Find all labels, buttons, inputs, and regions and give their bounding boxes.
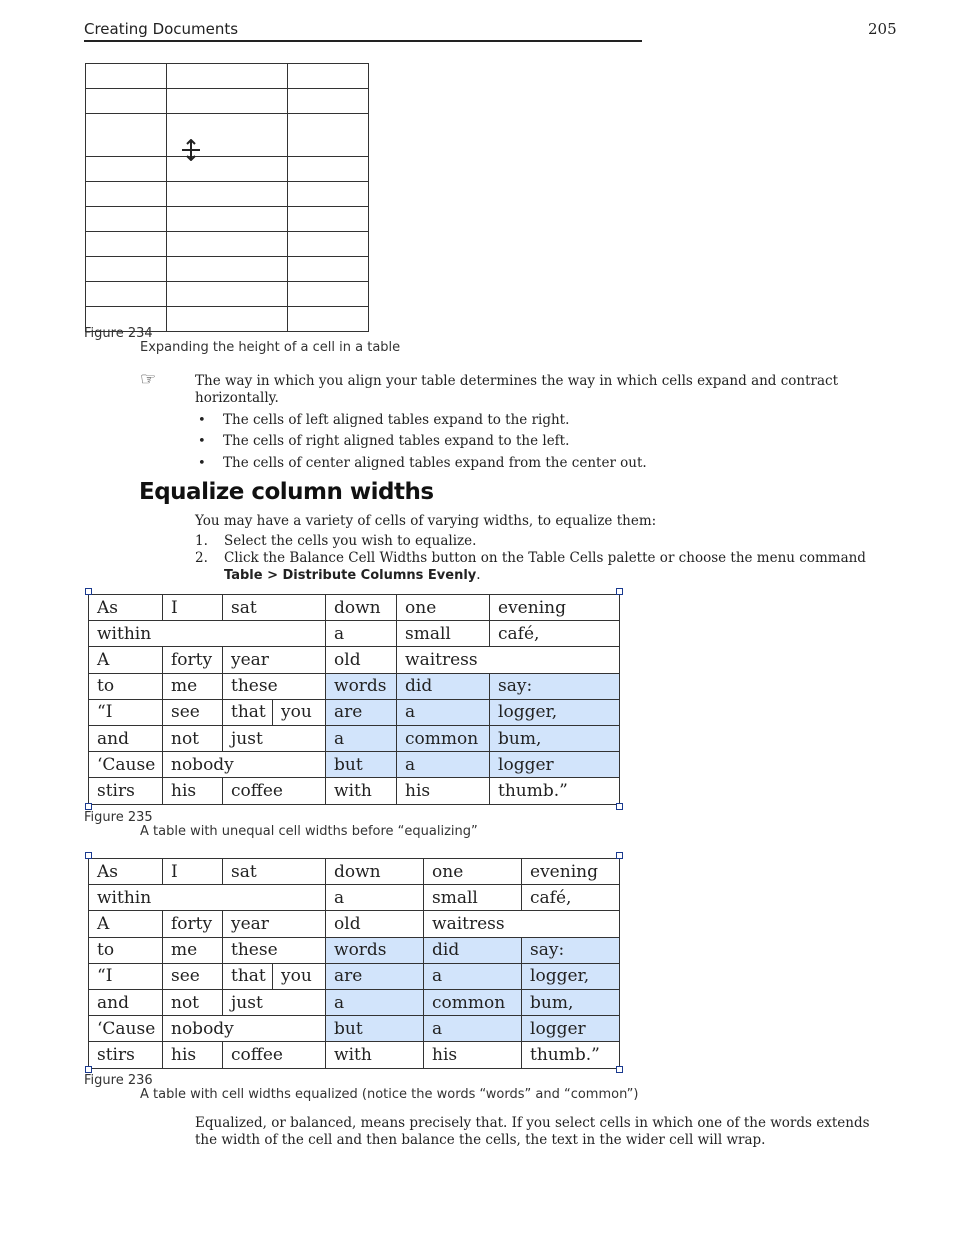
table-cell[interactable]: one bbox=[424, 859, 522, 885]
table-cell[interactable]: logger, bbox=[490, 699, 620, 725]
bullet-item: The cells of right aligned tables expand to the left. bbox=[223, 433, 570, 449]
table-cell[interactable]: that bbox=[223, 699, 273, 725]
table-cell[interactable]: within bbox=[89, 621, 326, 647]
figure-234-caption: Expanding the height of a cell in a table bbox=[140, 340, 401, 355]
figure-236-label: Figure 236 bbox=[84, 1073, 153, 1088]
table-cell[interactable]: a bbox=[326, 725, 397, 751]
table-cell[interactable]: his bbox=[163, 1042, 223, 1068]
table-cell[interactable] bbox=[288, 182, 369, 207]
table-cell[interactable]: these bbox=[223, 937, 326, 963]
table-cell[interactable]: stirs bbox=[89, 778, 163, 804]
table-cell[interactable] bbox=[86, 114, 167, 157]
table-cell[interactable]: a bbox=[326, 621, 397, 647]
table-cell[interactable] bbox=[288, 114, 369, 157]
table-cell[interactable]: café, bbox=[522, 885, 620, 911]
table-cell[interactable]: did bbox=[397, 673, 490, 699]
table-cell[interactable]: forty bbox=[163, 911, 223, 937]
header-rule bbox=[84, 40, 642, 42]
figure-235-label: Figure 235 bbox=[84, 810, 153, 825]
step-text-before: Click the Balance Cell Widths button on the Table Cells palette or choose the menu command bbox=[224, 550, 866, 566]
table-cell[interactable]: nobody bbox=[163, 752, 326, 778]
table-cell[interactable]: me bbox=[163, 937, 223, 963]
bullet-icon: • bbox=[198, 413, 206, 428]
table-cell[interactable]: I bbox=[163, 595, 223, 621]
selection-handle[interactable] bbox=[85, 1066, 92, 1073]
table-cell[interactable] bbox=[288, 232, 369, 257]
figure-234-label: Figure 234 bbox=[84, 326, 153, 341]
step-text: Select the cells you wish to equalize. bbox=[224, 533, 477, 549]
table-cell[interactable]: common bbox=[424, 989, 522, 1015]
table-cell[interactable]: forty bbox=[163, 647, 223, 673]
table-cell[interactable]: bum, bbox=[490, 725, 620, 751]
table-row bbox=[89, 1016, 620, 1042]
table-row bbox=[89, 885, 620, 911]
table-cell[interactable]: a bbox=[326, 989, 424, 1015]
table-cell[interactable]: down bbox=[326, 595, 397, 621]
table-cell[interactable]: small bbox=[397, 621, 490, 647]
table-cell[interactable]: logger bbox=[522, 1016, 620, 1042]
running-header: Creating Documents bbox=[84, 20, 239, 38]
figure-235-table bbox=[88, 594, 620, 805]
selection-handle[interactable] bbox=[616, 852, 623, 859]
table-cell[interactable] bbox=[167, 89, 288, 114]
bullet-item: The cells of left aligned tables expand to the right. bbox=[223, 412, 570, 428]
figure-236-caption: A table with cell widths equalized (notice the words “words” and “common”) bbox=[140, 1087, 639, 1102]
table-cell[interactable]: down bbox=[326, 859, 424, 885]
table-cell[interactable]: you bbox=[273, 963, 326, 989]
table-cell[interactable]: “I bbox=[89, 963, 163, 989]
table-cell[interactable]: logger bbox=[490, 752, 620, 778]
table-cell[interactable]: his bbox=[163, 778, 223, 804]
table-cell[interactable]: are bbox=[326, 699, 397, 725]
table-cell[interactable]: A bbox=[89, 911, 163, 937]
table-cell[interactable]: bum, bbox=[522, 989, 620, 1015]
table-cell[interactable]: are bbox=[326, 963, 424, 989]
table-cell[interactable]: thumb.” bbox=[490, 778, 620, 804]
table-cell[interactable]: ‘Cause bbox=[89, 1016, 163, 1042]
table-cell[interactable]: words bbox=[326, 937, 424, 963]
table-cell[interactable]: I bbox=[163, 859, 223, 885]
table-cell[interactable]: words bbox=[326, 673, 397, 699]
table-cell[interactable]: me bbox=[163, 673, 223, 699]
step-text-after: . bbox=[476, 567, 481, 583]
table-cell[interactable] bbox=[86, 182, 167, 207]
table-cell[interactable] bbox=[288, 207, 369, 232]
table-row bbox=[89, 963, 620, 989]
table-cell[interactable]: and bbox=[89, 989, 163, 1015]
table-cell[interactable]: to bbox=[89, 937, 163, 963]
table-cell[interactable]: not bbox=[163, 725, 223, 751]
table-cell[interactable]: with bbox=[326, 1042, 424, 1068]
table-cell[interactable]: not bbox=[163, 989, 223, 1015]
table-cell[interactable] bbox=[167, 307, 288, 332]
table-cell[interactable]: thumb.” bbox=[522, 1042, 620, 1068]
section-intro: You may have a variety of cells of varying widths, to equalize them: bbox=[195, 513, 657, 529]
selection-handle[interactable] bbox=[85, 803, 92, 810]
table-cell[interactable] bbox=[288, 307, 369, 332]
table-cell[interactable] bbox=[86, 89, 167, 114]
figure-235-caption: A table with unequal cell widths before “equalizing” bbox=[140, 824, 478, 839]
step-text bbox=[224, 550, 884, 584]
table-cell[interactable]: did bbox=[424, 937, 522, 963]
table-cell[interactable]: you bbox=[273, 699, 326, 725]
table-cell[interactable] bbox=[167, 257, 288, 282]
page-number: 205 bbox=[868, 20, 897, 38]
table-row bbox=[89, 937, 620, 963]
table-row bbox=[89, 859, 620, 885]
table-cell[interactable]: common bbox=[397, 725, 490, 751]
table-cell[interactable]: stirs bbox=[89, 1042, 163, 1068]
table-cell[interactable]: sat bbox=[223, 859, 326, 885]
table-cell[interactable]: a bbox=[397, 699, 490, 725]
table-cell[interactable]: but bbox=[326, 752, 397, 778]
table-cell[interactable]: waitress bbox=[424, 911, 620, 937]
table-cell[interactable]: nobody bbox=[163, 1016, 326, 1042]
table-cell[interactable]: just bbox=[223, 725, 326, 751]
table-cell[interactable]: these bbox=[223, 673, 326, 699]
table-row bbox=[89, 752, 620, 778]
note-text: The way in which you align your table determines the way in which cells expand and contract horizontally. bbox=[195, 373, 839, 406]
table-cell[interactable]: evening bbox=[490, 595, 620, 621]
table-cell[interactable]: but bbox=[326, 1016, 424, 1042]
table-cell[interactable]: a bbox=[424, 1016, 522, 1042]
table-row bbox=[89, 725, 620, 751]
table-cell[interactable] bbox=[167, 182, 288, 207]
table-cell[interactable]: As bbox=[89, 595, 163, 621]
table-cell[interactable] bbox=[288, 89, 369, 114]
table-cell[interactable]: sat bbox=[223, 595, 326, 621]
table-row bbox=[89, 621, 620, 647]
table-cell[interactable]: that bbox=[223, 963, 273, 989]
table-cell[interactable]: a bbox=[397, 752, 490, 778]
table-cell[interactable] bbox=[167, 232, 288, 257]
table-cell[interactable] bbox=[86, 157, 167, 182]
selection-handle[interactable] bbox=[85, 588, 92, 595]
table-row bbox=[89, 699, 620, 725]
menu-command: Table > Distribute Columns Evenly bbox=[224, 568, 477, 583]
figure-236-table bbox=[88, 858, 620, 1069]
step-number: 1. bbox=[195, 533, 208, 549]
table-cell[interactable]: A bbox=[89, 647, 163, 673]
table-cell[interactable] bbox=[167, 64, 288, 89]
table-row bbox=[89, 911, 620, 937]
table-cell[interactable]: say: bbox=[490, 673, 620, 699]
table-cell[interactable]: his bbox=[397, 778, 490, 804]
table-row bbox=[89, 989, 620, 1015]
table-cell[interactable]: see bbox=[163, 963, 223, 989]
table-row bbox=[89, 595, 620, 621]
bullet-icon: • bbox=[198, 434, 206, 449]
table-cell[interactable]: coffee bbox=[223, 778, 326, 804]
table-cell[interactable]: ‘Cause bbox=[89, 752, 163, 778]
table-cell[interactable] bbox=[86, 282, 167, 307]
table-cell[interactable]: and bbox=[89, 725, 163, 751]
table-cell[interactable]: old bbox=[326, 647, 397, 673]
table-cell[interactable]: old bbox=[326, 911, 424, 937]
table-cell[interactable]: café, bbox=[490, 621, 620, 647]
pointing-hand-icon: ☞ bbox=[140, 369, 157, 390]
table-cell[interactable]: see bbox=[163, 699, 223, 725]
table-cell[interactable]: small bbox=[424, 885, 522, 911]
table-cell[interactable] bbox=[167, 207, 288, 232]
selection-handle[interactable] bbox=[616, 803, 623, 810]
table-cell[interactable] bbox=[288, 257, 369, 282]
table-row bbox=[89, 647, 620, 673]
table-cell[interactable] bbox=[167, 282, 288, 307]
table-cell[interactable] bbox=[86, 232, 167, 257]
table-cell[interactable]: one bbox=[397, 595, 490, 621]
table-cell[interactable]: within bbox=[89, 885, 326, 911]
table-cell[interactable]: year bbox=[223, 911, 326, 937]
table-cell[interactable]: just bbox=[223, 989, 326, 1015]
table-cell[interactable] bbox=[86, 207, 167, 232]
table-cell[interactable]: logger, bbox=[522, 963, 620, 989]
table-cell[interactable] bbox=[86, 257, 167, 282]
section-heading: Equalize column widths bbox=[139, 479, 434, 505]
table-cell[interactable]: “I bbox=[89, 699, 163, 725]
selection-handle[interactable] bbox=[616, 1066, 623, 1073]
table-cell[interactable]: a bbox=[424, 963, 522, 989]
step-number: 2. bbox=[195, 550, 208, 566]
table-row bbox=[89, 1042, 620, 1068]
figure-234-table bbox=[85, 63, 369, 332]
bullet-icon: • bbox=[198, 456, 206, 471]
table-cell[interactable]: with bbox=[326, 778, 397, 804]
table-cell[interactable]: As bbox=[89, 859, 163, 885]
table-cell[interactable]: his bbox=[424, 1042, 522, 1068]
table-row bbox=[89, 673, 620, 699]
row-resize-cursor-icon bbox=[180, 139, 202, 166]
table-row bbox=[89, 778, 620, 804]
selection-handle[interactable] bbox=[616, 588, 623, 595]
table-cell[interactable]: to bbox=[89, 673, 163, 699]
table-cell[interactable]: say: bbox=[522, 937, 620, 963]
table-cell[interactable] bbox=[288, 64, 369, 89]
closing-paragraph: Equalized, or balanced, means precisely that. If you select cells in which one of the words extends the width of the cell and then balance the cells, the text in the wider cell will wrap. bbox=[195, 1115, 870, 1148]
table-cell[interactable] bbox=[288, 157, 369, 182]
selection-handle[interactable] bbox=[85, 852, 92, 859]
table-cell[interactable] bbox=[86, 64, 167, 89]
table-cell[interactable] bbox=[288, 282, 369, 307]
table-cell[interactable]: coffee bbox=[223, 1042, 326, 1068]
table-cell[interactable]: waitress bbox=[397, 647, 620, 673]
table-cell[interactable]: evening bbox=[522, 859, 620, 885]
bullet-item: The cells of center aligned tables expand from the center out. bbox=[223, 455, 647, 471]
table-cell[interactable]: year bbox=[223, 647, 326, 673]
table-cell[interactable]: a bbox=[326, 885, 424, 911]
